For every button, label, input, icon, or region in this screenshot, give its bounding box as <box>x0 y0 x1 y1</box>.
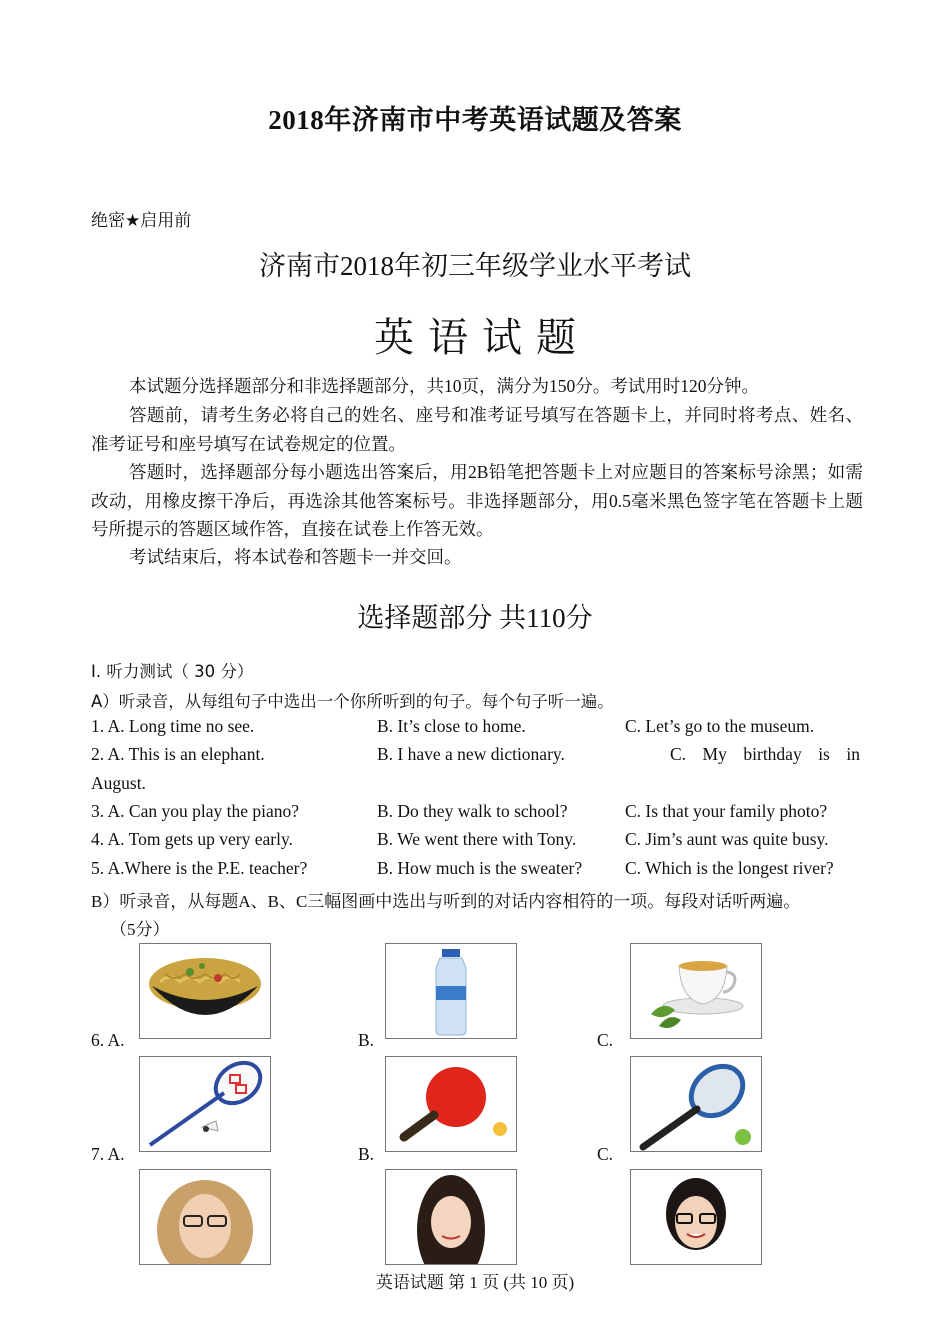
q2-option-c: C. My birthday is in <box>670 744 860 764</box>
partB-title: B）听录音，从每题A、B、C三幅图画中选出与听到的对话内容相符的一项。每段对话听两遍。 <box>91 892 801 911</box>
tea-cup-image <box>630 943 762 1039</box>
q4-option-b: B. We went there with Tony. <box>377 829 577 849</box>
q3-option-a: 3. A. Can you play the piano? <box>91 801 300 821</box>
q2-option-c-continued: August. <box>91 773 146 793</box>
q6-label-c: C. <box>597 1030 614 1050</box>
question-row-1 <box>0 716 950 746</box>
section-heading: 选择题部分 共110分 <box>357 603 593 633</box>
question-row-4 <box>0 829 950 859</box>
ping-pong-paddle-image <box>385 1056 517 1152</box>
water-bottle-image <box>385 943 517 1039</box>
q3-option-c: C. Is that your family photo? <box>625 801 828 821</box>
q1-option-c: C. Let’s go to the museum. <box>625 716 815 736</box>
q7-label-a: 7. A. <box>91 1144 125 1164</box>
q1-option-a: 1. A. Long time no see. <box>91 716 255 736</box>
q1-option-b: B. It’s close to home. <box>377 716 526 736</box>
page-footer: 英语试题 第 1 页 (共 10 页) <box>375 1273 575 1292</box>
instruction-1: 本试题分选择题部分和非选择题部分，共10页，满分为150分。考试用时120分钟。 <box>129 376 759 396</box>
woman-with-glasses-curly-hair-image <box>139 1169 271 1265</box>
document-title: 2018年济南市中考英语试题及答案 <box>268 105 682 135</box>
woman-with-glasses-short-hair-image <box>630 1169 762 1265</box>
confidential-mark: 绝密★启用前 <box>91 211 192 231</box>
tennis-racket-image <box>630 1056 762 1152</box>
badminton-racket-image <box>139 1056 271 1152</box>
q7-label-c: C. <box>597 1144 614 1164</box>
q5-option-c: C. Which is the longest river? <box>625 858 834 878</box>
q7-label-b: B. <box>358 1144 375 1164</box>
q4-option-c: C. Jim’s aunt was quite busy. <box>625 829 829 849</box>
noodles-bowl-image <box>139 943 271 1039</box>
instruction-4: 考试结束后，将本试卷和答题卡一并交回。 <box>129 547 462 567</box>
question-row-3 <box>0 801 950 831</box>
question-row-2 <box>0 744 950 802</box>
partA-title: A）听录音，从每组句子中选出一个你所听到的句子。每个句子听一遍。 <box>91 692 614 711</box>
exam-name: 济南市2018年初三年级学业水平考试 <box>259 251 691 281</box>
q3-option-b: B. Do they walk to school? <box>377 801 568 821</box>
subject-title: 英语试题 <box>374 315 590 360</box>
partB-score: （5分） <box>110 920 170 939</box>
q6-label-a: 6. A. <box>91 1030 125 1050</box>
q4-option-a: 4. A. Tom gets up very early. <box>91 829 293 849</box>
q6-label-b: B. <box>358 1030 375 1050</box>
instruction-3: 答题时，选择题部分每小题选出答案后，用2B铅笔把答题卡上对应题目的答案标号涂黑；如需改动，用橡皮擦干净后，再选涂其他答案标号。非选择题部分，用0.5毫米黑色签字笔在答题卡上题号所提示的答题区域作答，直接在试卷上作答无效。 <box>91 462 863 539</box>
q5-option-b: B. How much is the sweater? <box>377 858 583 878</box>
instruction-2: 答题前，请考生务必将自己的姓名、座号和准考证号填写在答题卡上，并同时将考点、姓名、准考证号和座号填写在试卷规定的位置。 <box>91 405 863 454</box>
q5-option-a: 5. A.Where is the P.E. teacher? <box>91 858 308 878</box>
q2-option-b: B. I have a new dictionary. <box>377 744 565 764</box>
question-row-5 <box>0 858 950 888</box>
woman-long-hair-image <box>385 1169 517 1265</box>
part1-title: I. 听力测试（ 30 分） <box>91 662 254 681</box>
q2-option-a: 2. A. This is an elephant. <box>91 744 265 764</box>
